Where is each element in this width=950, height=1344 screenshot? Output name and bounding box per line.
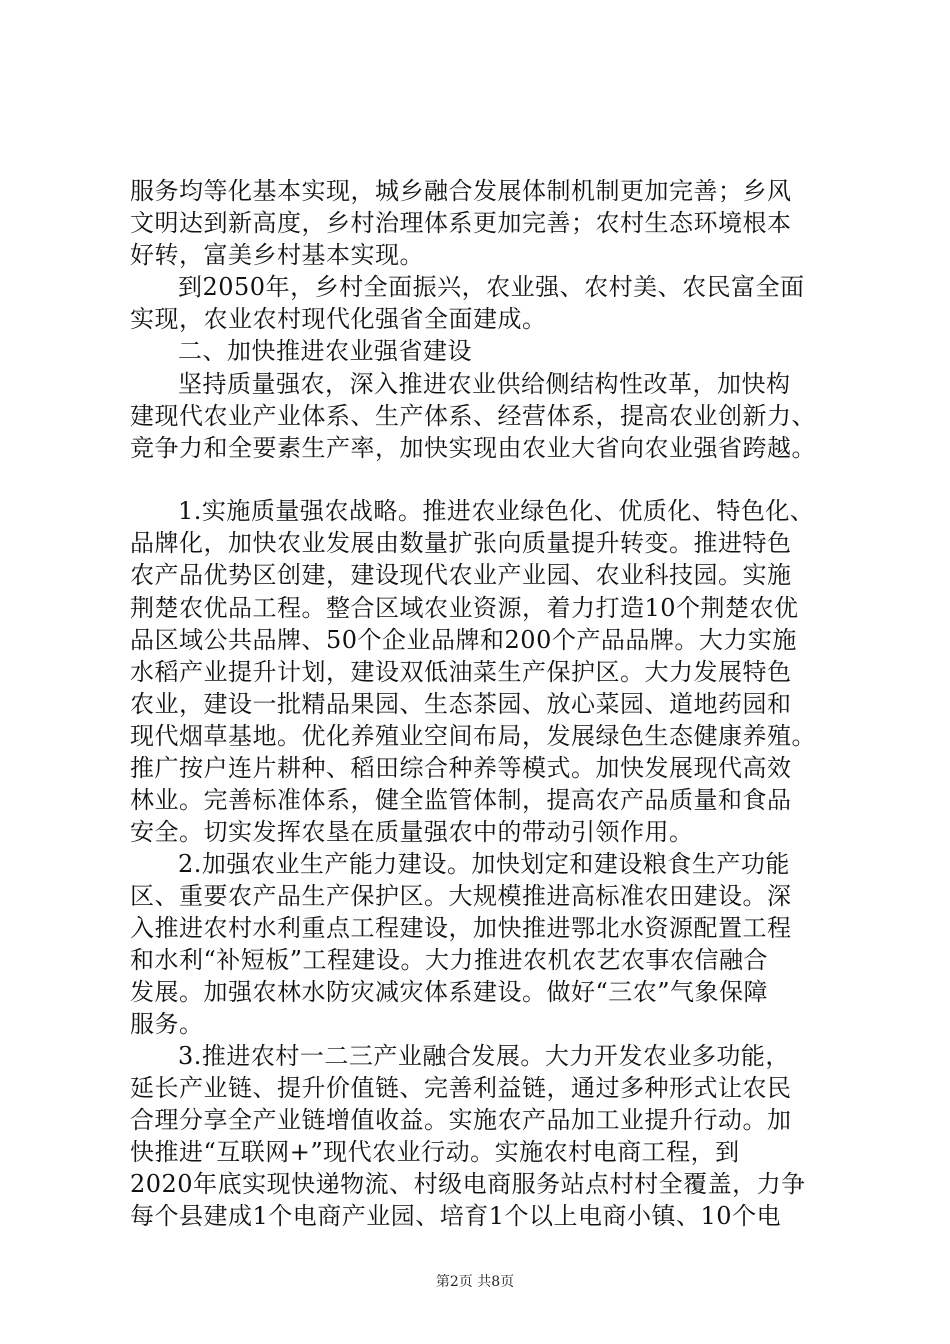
text-line: 农业，建设一批精品果园、生态茶园、放心菜园、道地药园和 [130, 690, 792, 718]
text-line: 到2050年，乡村全面振兴，农业强、农村美、农民富全面 [178, 273, 805, 301]
text-line: 坚持质量强农，深入推进农业供给侧结构性改革，加快构 [178, 370, 791, 398]
text-line: 服务均等化基本实现，城乡融合发展体制机制更加完善；乡风 [130, 177, 792, 205]
text-line: 竞争力和全要素生产率，加快实现由农业大省向农业强省跨越。 [130, 434, 816, 462]
text-line: 农产品优势区创建，建设现代农业产业园、农业科技园。实施 [130, 561, 792, 589]
text-line: 现代烟草基地。优化养殖业空间布局，发展绿色生态健康养殖。 [130, 722, 816, 750]
text-line: 建现代农业产业体系、生产体系、经营体系，提高农业创新力、 [130, 402, 816, 430]
text-line: 安全。切实发挥农垦在质量强农中的带动引领作用。 [130, 818, 694, 846]
text-line: 好转，富美乡村基本实现。 [130, 241, 424, 269]
text-line: 荆楚农优品工程。整合区域农业资源，着力打造10个荆楚农优 [130, 594, 799, 622]
text-line: 合理分享全产业链增值收益。实施农产品加工业提升行动。加 [130, 1106, 792, 1134]
text-line: 和水利“补短板”工程建设。大力推进农机农艺农事农信融合 [130, 946, 769, 974]
text-line: 快推进“互联网+”现代农业行动。实施农村电商工程，到 [130, 1138, 740, 1166]
text-line: 每个县建成1个电商产业园、培育1个以上电商小镇、10个电 [130, 1202, 782, 1230]
text-line: 推广按户连片耕种、稻田综合种养等模式。加快发展现代高效 [130, 754, 792, 782]
text-line: 1.实施质量强农战略。推进农业绿色化、优质化、特色化、 [178, 497, 815, 525]
text-line: 延长产业链、提升价值链、完善利益链，通过多种形式让农民 [130, 1074, 792, 1102]
page-number: 第2页 共8页 [435, 1274, 515, 1290]
text-line: 区、重要农产品生产保护区。大规模推进高标准农田建设。深 [130, 882, 792, 910]
text-line: 品区域公共品牌、50个企业品牌和200个产品品牌。大力实施 [130, 626, 797, 654]
text-line: 服务。 [130, 1010, 204, 1038]
text-line: 2.加强农业生产能力建设。加快划定和建设粮食生产功能 [178, 850, 790, 878]
text-line: 实现，农业农村现代化强省全面建成。 [130, 305, 547, 333]
text-line: 发展。加强农林水防灾减灾体系建设。做好“三农”气象保障 [130, 978, 769, 1006]
text-line: 入推进农村水利重点工程建设，加快推进鄂北水资源配置工程 [130, 914, 792, 942]
text-line: 林业。完善标准体系，健全监管体制，提高农产品质量和食品 [130, 786, 792, 814]
text-line: 品牌化，加快农业发展由数量扩张向质量提升转变。推进特色 [130, 529, 792, 557]
text-line: 文明达到新高度，乡村治理体系更加完善；农村生态环境根本 [130, 209, 792, 237]
section-heading: 二、加快推进农业强省建设 [178, 337, 472, 365]
text-line: 2020年底实现快递物流、村级电商服务站点村村全覆盖，力争 [130, 1170, 806, 1198]
text-line: 水稻产业提升计划，建设双低油菜生产保护区。大力发展特色 [130, 658, 792, 686]
text-line: 3.推进农村一二三产业融合发展。大力开发农业多功能， [178, 1042, 790, 1070]
